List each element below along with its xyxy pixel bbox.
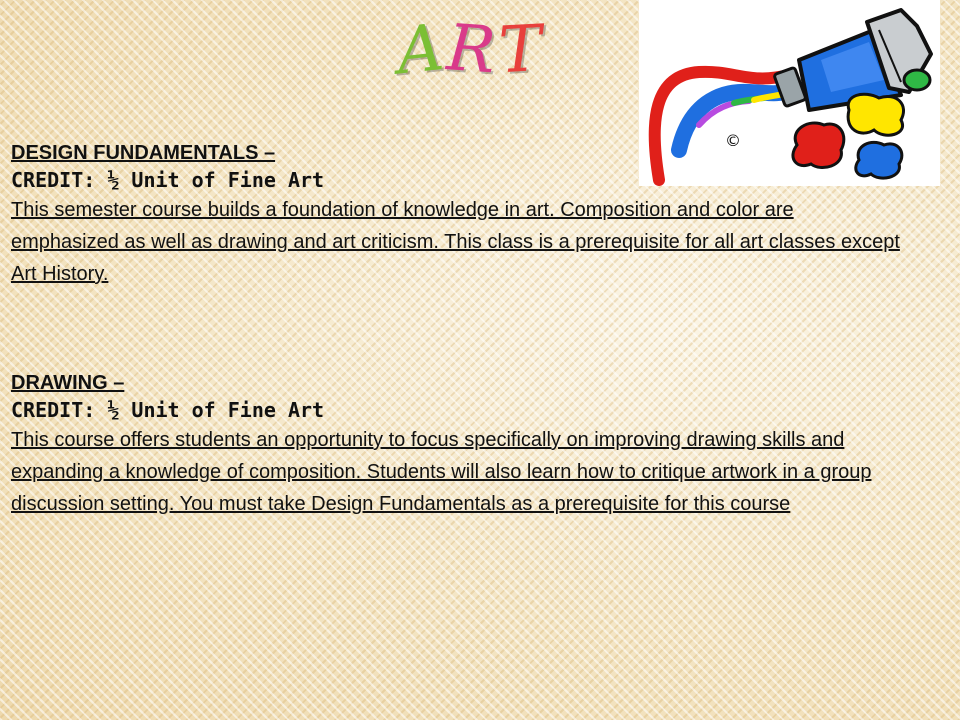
course-heading: DRAWING –	[11, 372, 125, 394]
course-section-drawing	[11, 370, 911, 520]
course-description: This course offers students an opportunity to focus specifically on improving drawing skills and expanding a knowledge of composition. Students will also learn how to critique artwork in a group discussion setting. You must take Design Fundamentals as a prerequisite for this course	[11, 429, 872, 515]
title-letter-t: T	[497, 11, 548, 89]
course-heading: DESIGN FUNDAMENTALS –	[11, 142, 276, 164]
title-letter-r: R	[444, 11, 502, 89]
paint-blob-yellow	[848, 94, 903, 135]
title-letter-a: A	[393, 10, 451, 90]
copyright-mark: ©	[725, 131, 741, 150]
course-section-design-fundamentals	[11, 140, 911, 290]
slide-title	[393, 10, 548, 90]
course-credit: CREDIT: ½ Unit of Fine Art	[11, 398, 325, 422]
course-description: This semester course builds a foundation of knowledge in art. Composition and color are emphasized as well as drawing and art criticism. This class is a prerequisite for all art classes except Art History.	[11, 199, 900, 285]
paint-blob-green	[904, 70, 930, 90]
course-credit: CREDIT: ½ Unit of Fine Art	[11, 168, 325, 192]
